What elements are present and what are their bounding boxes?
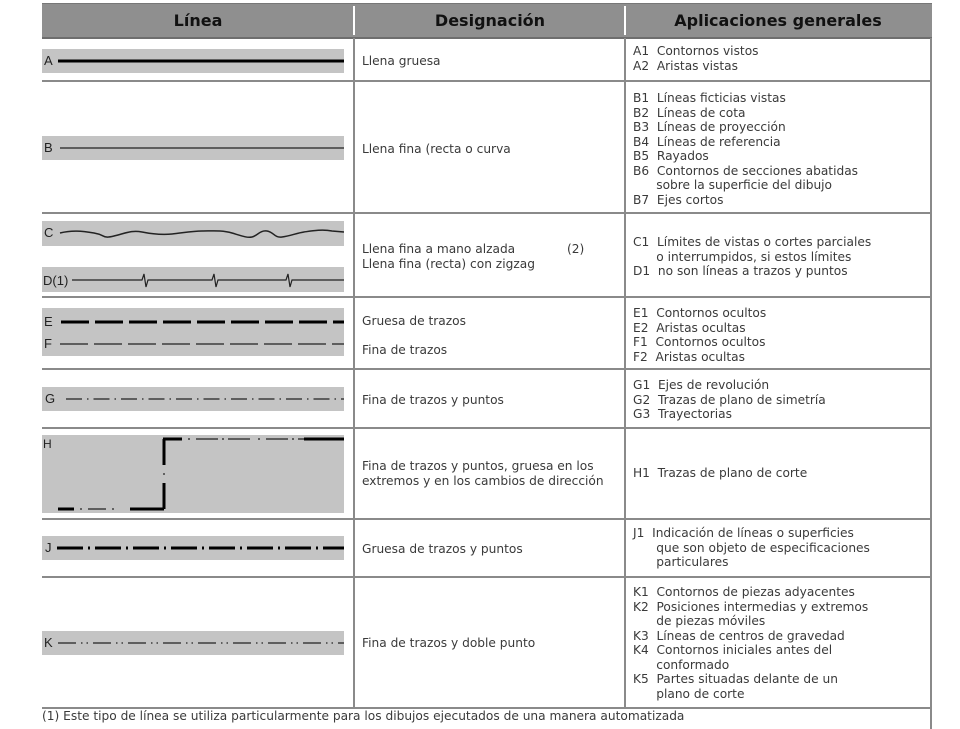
applications xyxy=(633,91,929,207)
line-sample-b xyxy=(42,136,344,160)
column-divider xyxy=(353,214,355,296)
column-divider xyxy=(930,38,932,80)
application-item: J1 Indicación de líneas o superficies xyxy=(633,526,854,540)
application-item: A2 Aristas vistas xyxy=(633,58,738,73)
line-label: A xyxy=(44,53,53,68)
table-border xyxy=(930,709,932,729)
application-item: B6 Contornos de secciones abatidas xyxy=(633,163,859,178)
application-item: conformado xyxy=(633,657,730,672)
line-label: B xyxy=(44,140,53,155)
column-divider xyxy=(353,429,355,518)
designation-note: (2) xyxy=(567,242,585,256)
column-divider xyxy=(353,370,355,427)
application-item: B2 Líneas de cota xyxy=(633,105,746,120)
line-sample-a xyxy=(42,49,344,73)
column-divider xyxy=(930,370,932,427)
column-divider xyxy=(624,520,626,576)
line-sample-e-f xyxy=(42,308,344,356)
application-item: F2 Aristas ocultas xyxy=(633,349,745,364)
column-divider xyxy=(624,214,626,296)
line-label: K xyxy=(44,635,53,650)
header-aplicaciones: Aplicaciones generales xyxy=(674,11,882,30)
application-item: E1 Contornos ocultos xyxy=(633,306,767,320)
application-item: B7 Ejes cortos xyxy=(633,192,724,207)
column-divider xyxy=(353,298,355,368)
application-item: que son objeto de especificaciones xyxy=(633,540,870,555)
application-item: B3 Líneas de proyección xyxy=(633,120,786,134)
line-sample-g xyxy=(42,387,344,411)
line-sample-j xyxy=(42,536,344,560)
designation xyxy=(362,54,624,69)
application-item: C1 Límites de vistas o cortes parciales xyxy=(633,235,872,249)
application-item: G3 Trayectorias xyxy=(633,407,732,421)
application-item: G2 Trazas de plano de simetría xyxy=(633,392,826,407)
designation-text: Fina de trazos xyxy=(362,342,448,357)
line-label: G xyxy=(45,391,56,406)
column-divider xyxy=(624,298,626,368)
table-row xyxy=(42,429,932,520)
designation xyxy=(362,142,624,157)
table-row xyxy=(42,82,932,214)
designation-text: Llena gruesa xyxy=(362,54,441,68)
line-sample-c xyxy=(42,221,344,246)
table-row xyxy=(42,298,932,370)
designation xyxy=(362,542,624,557)
designation xyxy=(362,242,624,271)
line-label: H xyxy=(43,437,52,451)
line-sample-d xyxy=(42,267,344,292)
designation-text: Llena fina a mano alzada xyxy=(362,242,516,256)
table-row xyxy=(42,370,932,429)
applications xyxy=(633,44,929,73)
table-header xyxy=(42,3,932,39)
application-item: K5 Partes situadas delante de un xyxy=(633,672,838,686)
application-item: H1 Trazas de plano de corte xyxy=(633,466,808,480)
line-label: E xyxy=(44,314,53,329)
designation-text: Fina de trazos y puntos xyxy=(362,393,504,407)
table-row xyxy=(42,520,932,578)
applications xyxy=(633,585,929,701)
footnote: (1) Este tipo de línea se utiliza particularmente para los dibujos ejecutados de una manera automatizada xyxy=(42,709,685,723)
application-item: B1 Líneas ficticias vistas xyxy=(633,91,786,105)
column-divider xyxy=(930,520,932,576)
application-item: D1 no son líneas a trazos y puntos xyxy=(633,264,848,278)
column-divider xyxy=(930,82,932,212)
column-divider xyxy=(930,214,932,296)
applications xyxy=(633,235,929,279)
application-item: K2 Posiciones intermedias y extremos xyxy=(633,599,869,614)
table-row xyxy=(42,38,932,82)
column-divider xyxy=(353,82,355,212)
column-divider xyxy=(624,429,626,518)
line-label: C xyxy=(44,225,54,240)
application-item: particulares xyxy=(633,555,729,569)
application-item: de piezas móviles xyxy=(633,614,766,628)
line-label: F xyxy=(44,336,52,351)
application-item: K3 Líneas de centros de gravedad xyxy=(633,628,845,643)
designation xyxy=(362,636,624,651)
application-item: A1 Contornos vistos xyxy=(633,44,759,58)
applications xyxy=(633,466,929,481)
designation xyxy=(362,314,624,357)
application-item: K1 Contornos de piezas adyacentes xyxy=(633,585,855,599)
application-item: o interrumpidos, si estos límites xyxy=(633,249,852,264)
designation-text: Gruesa de trazos y puntos xyxy=(362,542,523,556)
application-item: K4 Contornos iniciales antes del xyxy=(633,643,833,657)
column-divider xyxy=(930,298,932,368)
designation-text: extremos y en los cambios de dirección xyxy=(362,473,604,488)
application-item: G1 Ejes de revolución xyxy=(633,378,770,392)
application-item: F1 Contornos ocultos xyxy=(633,335,766,349)
application-item: plano de corte xyxy=(633,686,745,701)
column-divider xyxy=(353,520,355,576)
line-label: J xyxy=(45,540,52,555)
column-divider xyxy=(930,578,932,707)
column-divider xyxy=(930,429,932,518)
applications xyxy=(633,306,929,364)
table-row xyxy=(42,578,932,709)
column-divider xyxy=(353,578,355,707)
header-designacion: Designación xyxy=(434,11,546,30)
application-item: sobre la superficie del dibujo xyxy=(633,178,833,192)
application-item: E2 Aristas ocultas xyxy=(633,320,746,335)
designation-text: Gruesa de trazos xyxy=(362,314,466,328)
table-row xyxy=(42,214,932,298)
applications xyxy=(633,526,929,570)
line-sample-k xyxy=(42,631,344,655)
application-item: B5 Rayados xyxy=(633,149,709,163)
application-item: B4 Líneas de referencia xyxy=(633,134,781,149)
line-label: D(1) xyxy=(43,273,69,288)
header-linea: Línea xyxy=(173,11,223,30)
designation-text: Fina de trazos y puntos, gruesa en los xyxy=(362,459,594,473)
designation xyxy=(362,459,624,488)
column-divider xyxy=(624,38,626,80)
column-divider xyxy=(353,38,355,80)
designation-text: Llena fina (recta o curva xyxy=(362,142,511,156)
column-divider xyxy=(624,578,626,707)
designation-text: Llena fina (recta) con zigzag xyxy=(362,256,535,271)
designation xyxy=(362,393,624,408)
line-sample-h xyxy=(42,435,344,513)
column-divider xyxy=(624,370,626,427)
designation-text: Fina de trazos y doble punto xyxy=(362,636,536,650)
applications xyxy=(633,378,929,422)
column-divider xyxy=(624,82,626,212)
